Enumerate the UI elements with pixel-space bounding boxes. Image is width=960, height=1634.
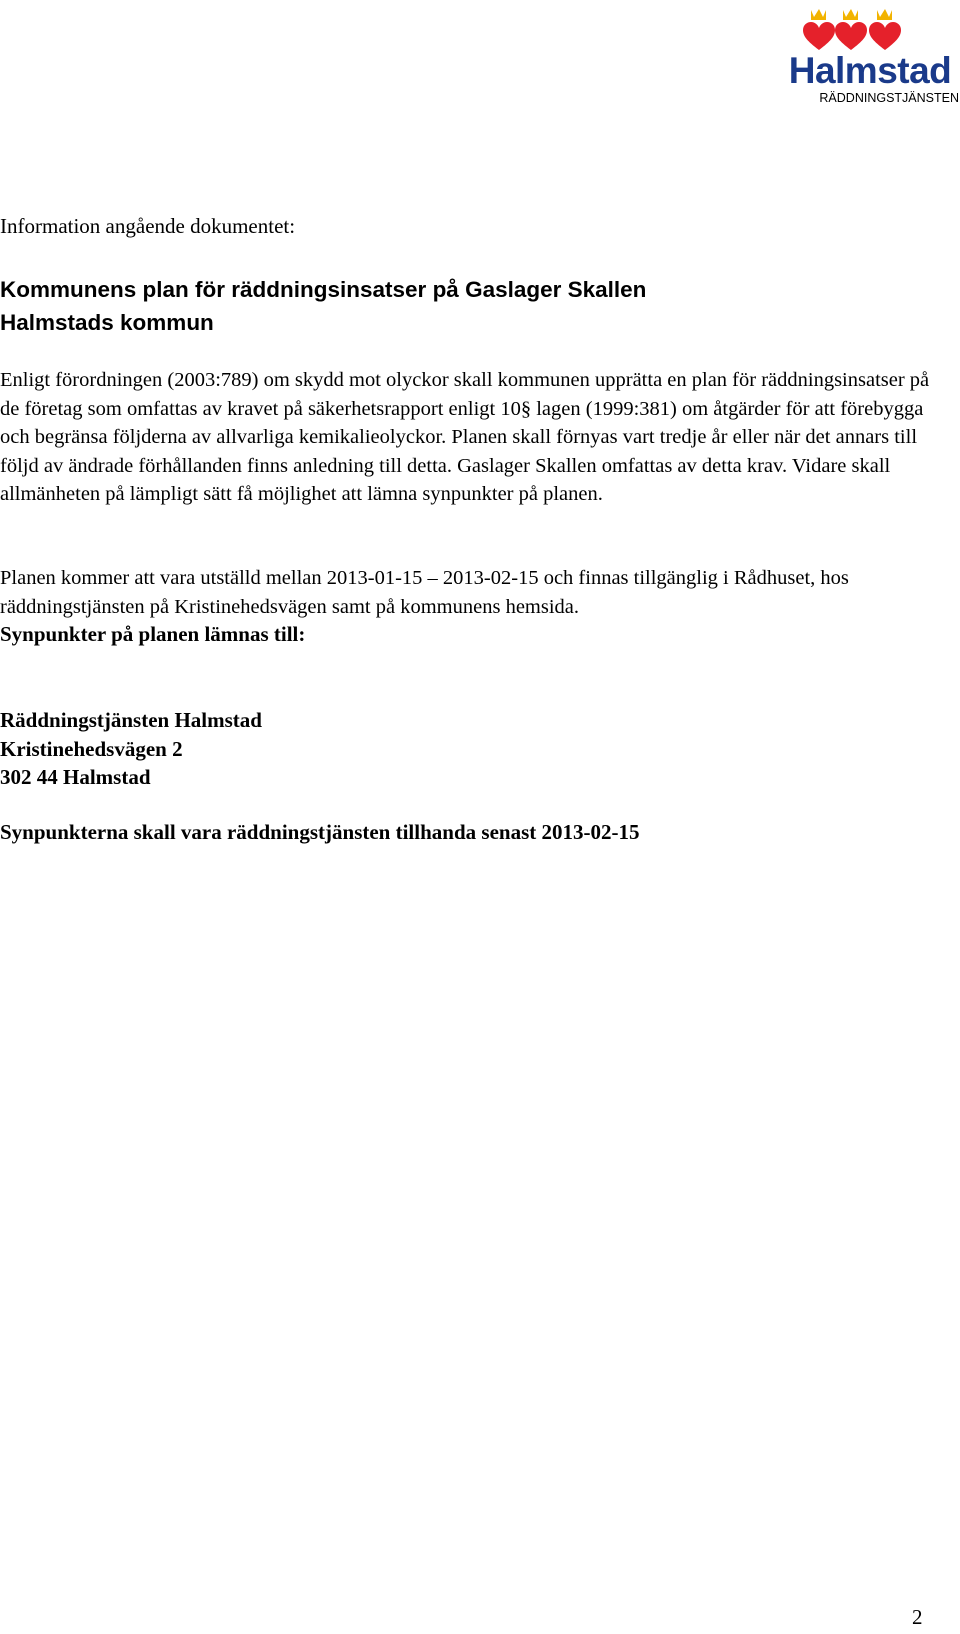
crown-icon bbox=[843, 9, 858, 20]
logo-wordmark: Halmstad bbox=[788, 50, 952, 91]
title-line-2: Halmstads kommun bbox=[0, 310, 214, 335]
document-title bbox=[0, 273, 646, 339]
intro-label: Information angående dokumentet: bbox=[0, 214, 296, 238]
halmstad-logo bbox=[781, 6, 959, 105]
crowns-hearts-emblem bbox=[781, 6, 959, 56]
paragraph-exhibition: Planen kommer att vara utställd mellan 2013-01-15 – 2013-02-15 och finnas tillgänglig i Rådhuset, hos räddningstjänsten på Kristinehedsvägen samt på kommunens hemsida. bbox=[0, 567, 849, 618]
address-city: 302 44 Halmstad bbox=[0, 765, 151, 789]
paragraph-regulation: Enligt förordningen (2003:789) om skydd mot olyckor skall kommunen upprätta en plan för räddningsinsatser på de företag som omfattas av kravet på säkerhetsrapport enligt 10§ lagen (1999:381) om åtgärder för att förebygga och begränsa följderna av allvarliga kemikalieolyckor. Planen skall förnyas vart tredje år eller när det annars till följd av ändrade förhållanden finns anledning till detta. Gaslager Skallen omfattas av detta krav. Vidare skall allmänheten på lämpligt sätt få möjlighet att lämna synpunkter på planen. bbox=[0, 369, 930, 505]
heart-icon bbox=[835, 22, 867, 50]
page-number: 2 bbox=[912, 1605, 923, 1629]
address-block bbox=[0, 706, 262, 792]
title-line-1: Kommunens plan för räddningsinsatser på Gaslager Skallen bbox=[0, 277, 647, 302]
crown-icon bbox=[877, 9, 892, 20]
heart-icon bbox=[869, 22, 901, 50]
logo-subtitle: RÄDDNINGSTJÄNSTEN bbox=[819, 91, 959, 105]
deadline-text: Synpunkterna skall vara räddningstjänsten tillhanda senast 2013-02-15 bbox=[0, 820, 640, 844]
crown-icon bbox=[811, 9, 826, 20]
heart-icon bbox=[803, 22, 835, 50]
comments-heading: Synpunkter på planen lämnas till: bbox=[0, 622, 306, 646]
address-street: Kristinehedsvägen 2 bbox=[0, 736, 183, 761]
address-org: Räddningstjänsten Halmstad bbox=[0, 708, 262, 732]
